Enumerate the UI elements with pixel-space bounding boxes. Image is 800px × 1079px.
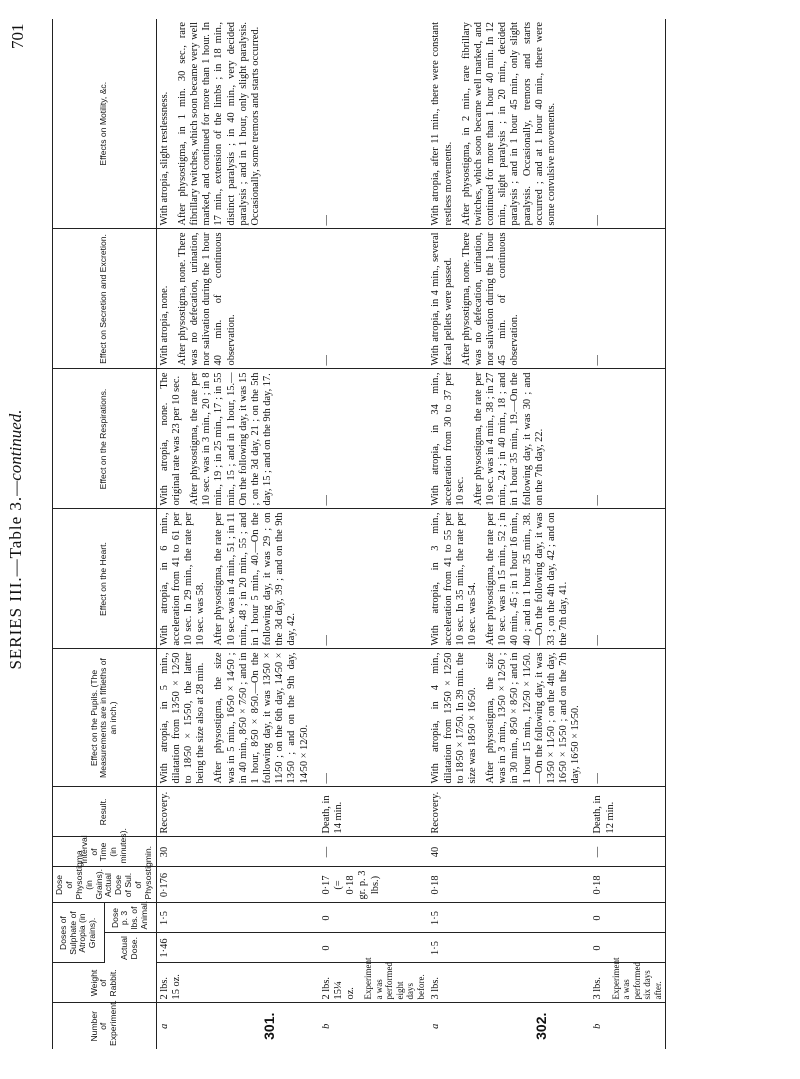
experiment-number-cell: [319, 1003, 429, 1049]
header-physostigma-dose: Dose of Physostigma (in Grains). Actual Dose of Sul. of Physostigmin.: [53, 867, 157, 903]
respirations: [319, 369, 429, 509]
table-body: [156, 19, 665, 1049]
pupils: [428, 649, 590, 787]
row-label: a: [158, 1023, 170, 1029]
table-row: [428, 19, 590, 1049]
header-respirations: Effect on the Respirations.: [53, 369, 157, 509]
secretion-paragraph: —: [592, 355, 604, 366]
actual-dose: 0: [319, 933, 429, 963]
row-label: b: [320, 1023, 332, 1029]
physostigma-dose: 0·176: [156, 867, 319, 903]
dose-per-3lbs: 1·5: [156, 903, 319, 933]
motility-paragraph: With atropia, after 11 min., there were constant restless movements.: [430, 22, 454, 226]
table-row: [590, 19, 665, 1049]
heart-paragraph: After physostigma, the rate per 10 sec. was in 4 min., 51 ; in 11 min., 48 ; in 20 min., 55 ; and in 1 hour 5 min., 40.—On the following day, it was 29 ; on the 3d day, 39 ; and on the 9th day, 42.: [213, 512, 298, 646]
pupils-paragraph: After physostigma, the size was in 5 min., 16⁄50 × 14⁄50 ; in 40 min., 8⁄50 × 7⁄50 ; and in 1 hour, 8⁄50 × 8⁄50.—On the following day, it was 13⁄50 × 11⁄50 ; on the 6th day, 14⁄50 × 13⁄50 ; and on the 9th day, 14⁄50 × 12⁄50.: [213, 652, 310, 784]
heart: [590, 509, 665, 649]
header-pupils: Effect on the Pupils. (The Measurements are in fiftieths of an inch.): [53, 649, 157, 787]
heart-paragraph: After physostigma, the rate per 10 sec. was in 15 min., 52 ; in 40 min., 45 ; in 1 hour 16 min., 40 ; and in 1 hour 35 min., 38.—On the following day, it was 33 ; on the 4th day, 42 ; and on the 7th day, 41.: [485, 512, 570, 646]
secretion-paragraph: After physostigma, none. There was no defecation, urination, nor salivation during the 1 hour 45 min. of continuous observation.: [460, 232, 521, 366]
secretion-paragraph: After physostigma, none. There was no defecation, urination, nor salivation during the 1 hour 40 min. of continuous observation.: [176, 232, 237, 366]
motility-paragraph: After physostigma, in 2 min., rare fibrillary twitches, which soon became well marked, and continued for more than 1 hour 40 min. In 12 min., slight paralysis ; in 20 min., decided paralysis ; and in 1 hour 45 min., only slight paralysis. Occasionally, tremors and starts occurred ; and at 1 hour 40 min., there were some convulsive movements.: [460, 22, 557, 226]
weight-cell: [156, 963, 319, 1003]
weight-value: 3 lbs.: [592, 976, 604, 1000]
secretion-paragraph: With atropia, in 4 min., several fæcal pellets were passed.: [430, 232, 454, 366]
motility: [319, 19, 429, 229]
secretion: [590, 229, 665, 369]
interval: 30: [156, 837, 319, 867]
actual-dose: 0: [590, 933, 665, 963]
row-label: b: [592, 1023, 604, 1029]
row-label: a: [430, 1023, 442, 1029]
respirations-paragraph: With atropia, none. The original rate was 23 per 10 sec.: [158, 372, 182, 506]
header-heart: Effect on the Heart.: [53, 509, 157, 649]
weight-value: 2 lbs. 15 oz.: [158, 974, 182, 1000]
weight-value: 3 lbs.: [430, 976, 442, 1000]
respirations: [428, 369, 590, 509]
actual-dose: 1·5: [428, 933, 590, 963]
physostigma-dose: 0·18: [428, 867, 590, 903]
page-number: 701: [8, 23, 27, 49]
weight-cell: [428, 963, 590, 1003]
pupils-paragraph: With atropia, in 4 min., dilatation from 13⁄50 × 12⁄50 to 18⁄50 × 17⁄50. In 39 min. the size was 18⁄50 × 16⁄50.: [430, 652, 478, 784]
header-secretion: Effect on Secretion and Excretion.: [53, 229, 157, 369]
secretion: [428, 229, 590, 369]
motility-paragraph: With atropia, slight restlessness.: [158, 91, 170, 226]
motility: [156, 19, 319, 229]
table-row: [319, 19, 429, 1049]
motility-paragraph: —: [592, 215, 604, 226]
respirations-paragraph: After physostigma, the rate per 10 sec. was in 4 min., 38 ; in 27 min., 24 ; in 40 min., 18 ; and in 1 hour 35 min., 19.—On the following day, it was 30 ; and on the 7th day, 22.: [472, 372, 545, 506]
respirations-paragraph: —: [592, 495, 604, 506]
header-result: Result.: [53, 787, 157, 837]
experiment-number-cell: [428, 1003, 590, 1049]
pupils-paragraph: With atropia, in 5 min., dilatation from 13⁄50 × 12⁄50 to 18⁄50 × 15⁄50, the latter being the size also at 28 min.: [158, 652, 207, 784]
pupils-paragraph: —: [592, 773, 604, 784]
table-row: [156, 19, 319, 1049]
respirations: [156, 369, 319, 509]
header-weight: Weight of Rabbit.: [53, 963, 157, 1003]
running-head-series: SERIES III.—Table 3.: [6, 495, 25, 670]
pupils-paragraph: After physostigma, the size was in 3 min., 13⁄50 × 12⁄50 ; in 30 min., 8⁄50 × 8⁄50 ; and in 1 hour 15 min., 12⁄50 × 11⁄50.—On the following day, it was 13⁄50 × 11⁄50 ; on the 4th day, 16⁄50 × 15⁄50 ; and on the 7th day, 16⁄50 × 15⁄50.: [485, 652, 582, 784]
result: Recovery.: [156, 787, 319, 837]
dose-per-3lbs: 0: [590, 903, 665, 933]
respirations: [590, 369, 665, 509]
running-head-continued: —continued.: [6, 409, 25, 496]
heart: [319, 509, 429, 649]
header-motility: Effects on Motility, &c.: [53, 19, 157, 229]
interval: —: [319, 837, 429, 867]
respirations-paragraph: —: [320, 495, 332, 506]
heart: [428, 509, 590, 649]
weight-cell: [319, 957, 429, 1003]
experiment-number: 302.: [532, 1012, 549, 1040]
experiment-table: [52, 19, 666, 1049]
heart-paragraph: With atropia, in 3 min., acceleration from 41 to 55 per 10 sec. In 35 min., the rate per 10 sec. was 54.: [430, 512, 478, 646]
result: Death, in 12 min.: [590, 787, 665, 837]
weight-cell: [590, 957, 665, 1003]
experiment-number: 301.: [260, 1012, 277, 1040]
motility-paragraph: —: [320, 215, 332, 226]
dose-per-3lbs: 0: [319, 903, 429, 933]
pupils: [590, 649, 665, 787]
secretion: [319, 229, 429, 369]
actual-dose: 1·46: [156, 933, 319, 963]
result: Death, in 14 min.: [319, 787, 429, 837]
interval: —: [590, 837, 665, 867]
experiment-number-cell: [590, 1003, 665, 1049]
weight-value: 2 lbs. 15¼ oz.: [320, 976, 357, 1000]
interval: 40: [428, 837, 590, 867]
pupils-paragraph: —: [320, 773, 332, 784]
header-dose-per-3lbs: Dose p. 3 lbs. of Animal.: [104, 903, 156, 933]
header-experiment: Number of Experiment.: [53, 1003, 157, 1049]
physostigma-dose: 0·18: [590, 867, 665, 903]
weight-note: Experiment a was performed six days after.: [610, 957, 663, 1000]
weight-note: Experiment a was performed eight days before.: [363, 957, 426, 1000]
physostigma-dose: 0·17 (= 0·18 gr. p. 3 lbs.): [319, 867, 429, 903]
result: Recovery.: [428, 787, 590, 837]
respirations-paragraph: With atropia, in 34 min., acceleration from 30 to 37 per 10 sec.: [430, 372, 466, 506]
header-atropia-doses: Doses of Sulphate of Atropia (in Grains).: [53, 903, 105, 963]
pupils: [156, 649, 319, 787]
dose-per-3lbs: 1·5: [428, 903, 590, 933]
heart-paragraph: —: [592, 635, 604, 646]
secretion-paragraph: —: [320, 355, 332, 366]
motility-paragraph: After physostigma, in 1 min. 30 sec., rare fibrillary twitches, which soon became very well marked, and continued for more than 1 hour. In 17 min., extension of the limbs ; in 18 min., distinct paralysis ; in 40 min., very decided paralysis ; and in 1 hour, only slight paralysis. Occasionally, some tremors and starts occurred.: [176, 22, 261, 226]
respirations-paragraph: After physostigma, the rate per 10 sec. was in 3 min., 20 ; in 8 min., 19 ; in 25 min., 17 ; in 55 min., 15 ; and in 1 hour, 15.—On the following day, it was 15 ; on the 3d day, 21 ; on the 5th day, 15 ; and on the 9th day, 17.: [189, 372, 274, 506]
experiment-number-cell: [156, 1003, 319, 1049]
pupils: [319, 649, 429, 787]
motility: [428, 19, 590, 229]
header-actual-dose: Actual Dose.: [104, 933, 156, 963]
heart: [156, 509, 319, 649]
running-head: [6, 0, 26, 1079]
secretion: [156, 229, 319, 369]
secretion-paragraph: With atropia, none.: [158, 285, 170, 366]
motility: [590, 19, 665, 229]
heart-paragraph: With atropia, in 6 min., acceleration from 41 to 61 per 10 sec. In 29 min., the rate per 10 sec. was 58.: [158, 512, 207, 646]
header-interval: Interval of Time (in minutes).: [53, 837, 157, 867]
heart-paragraph: —: [320, 635, 332, 646]
